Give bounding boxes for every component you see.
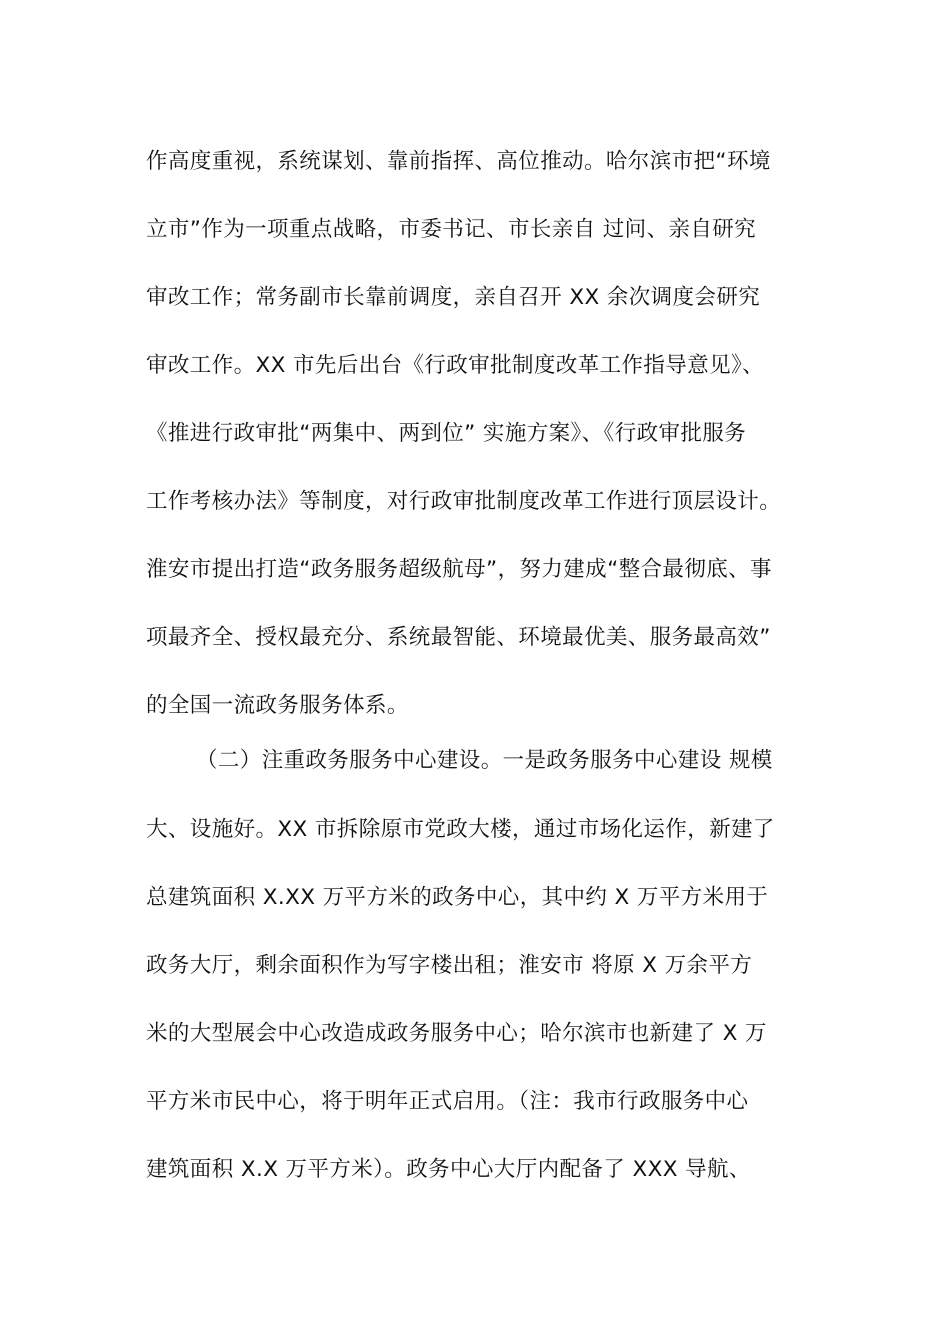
text-line: 项最齐全、授权最充分、系统最智能、环境最优美、服务最高效” (146, 625, 771, 650)
text-line: 审改工作；常务副市长靠前调度，亲自召开 XX 余次调度会研究 (146, 285, 761, 310)
text-line: 作高度重视，系统谋划、靠前指挥、高位推动。哈尔滨市把“环境 (146, 149, 771, 174)
section-heading-line: （二）注重政务服务中心建设。一是政务服务中心建设 规模 (196, 748, 773, 773)
text-line: 工作考核办法》等制度，对行政审批制度改革工作进行顶层设计。 (146, 489, 782, 514)
text-line: 米的大型展会中心改造成政务服务中心；哈尔滨市也新建了 X 万 (146, 1021, 767, 1046)
text-line: 立市”作为一项重点战略，市委书记、市长亲自 过问、亲自研究 (146, 217, 757, 242)
text-line: 大、设施好。XX 市拆除原市党政大楼，通过市场化运作，新建了 (146, 817, 775, 842)
text-line: 总建筑面积 X.XX 万平方米的政务中心，其中约 X 万平方米用于 (146, 885, 769, 910)
text-line: 的全国一流政务服务体系。 (146, 693, 409, 718)
text-line: 政务大厅，剩余面积作为写字楼出租；淮安市 将原 X 万余平方 (146, 953, 753, 978)
text-line: 审改工作。XX 市先后出台《行政审批制度改革工作指导意见》、 (146, 353, 765, 378)
text-line: 《推进行政审批“两集中、两到位” 实施方案》、《行政审批服务 (146, 421, 747, 446)
text-line: 建筑面积 X.X 万平方米）。政务中心大厅内配备了 XXX 导航、 (146, 1157, 751, 1182)
text-line: 淮安市提出打造“政务服务超级航母”，努力建成“整合最彻底、事 (146, 557, 772, 582)
text-line: 平方米市民中心，将于明年正式启用。（注：我市行政服务中心 (146, 1089, 749, 1114)
